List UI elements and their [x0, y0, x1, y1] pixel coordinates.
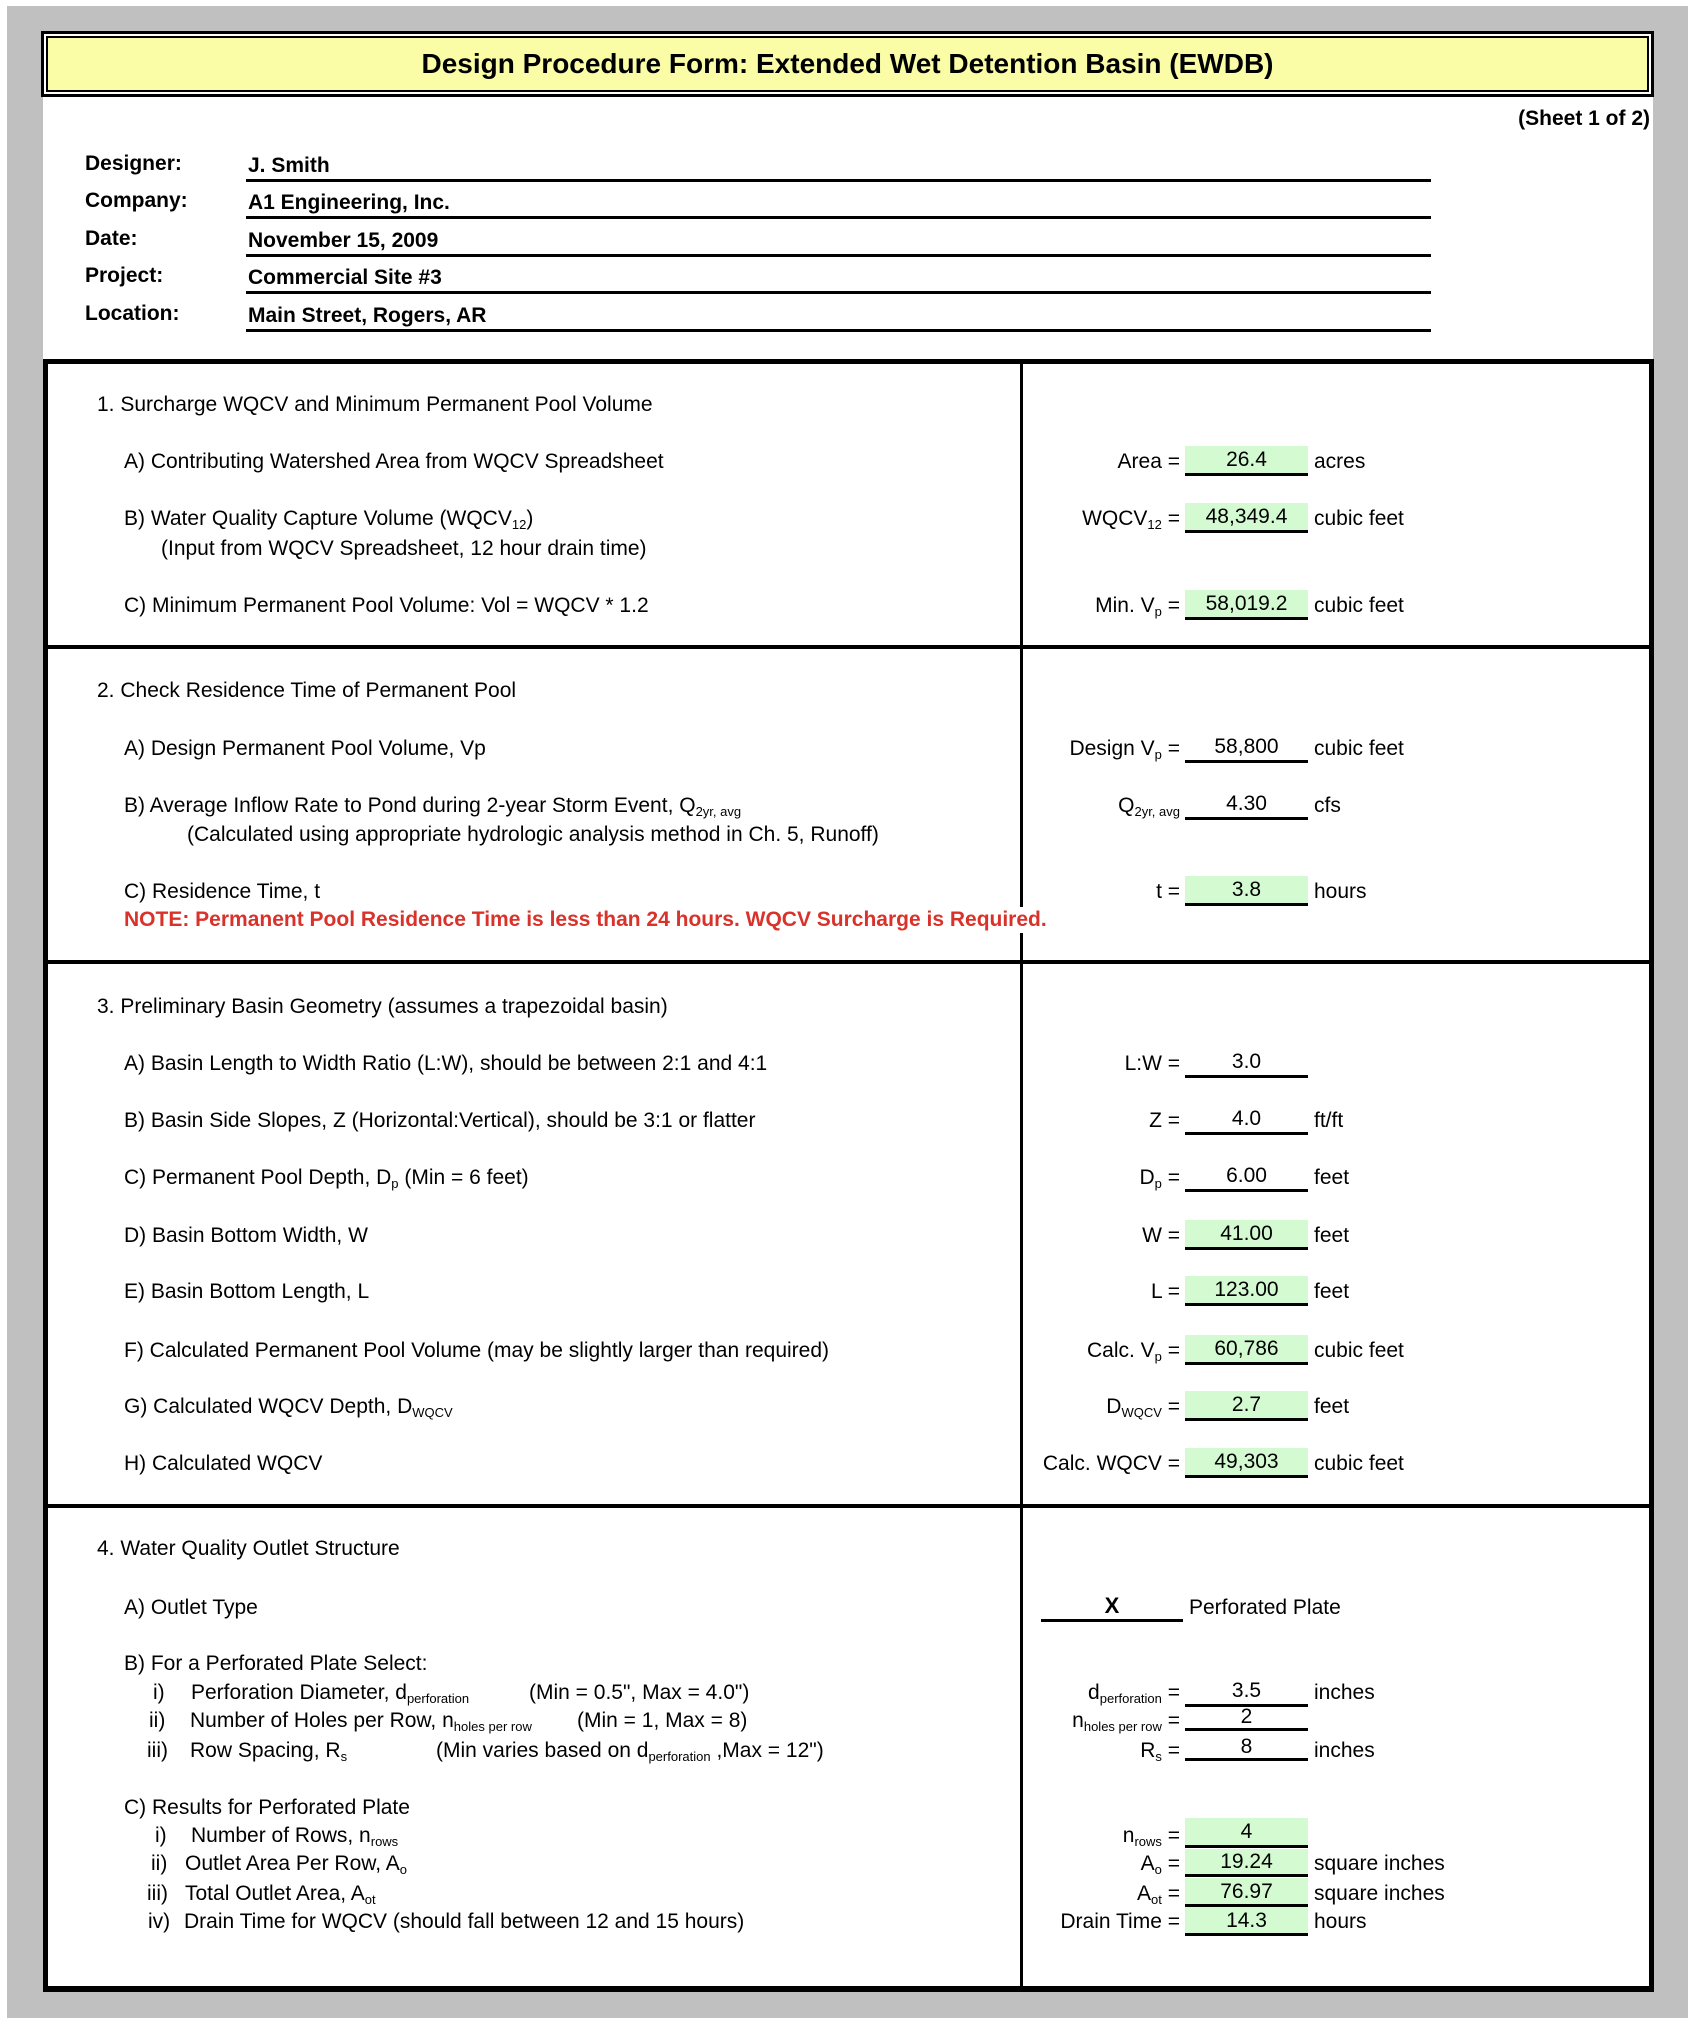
- row-spacing-unit: inches: [1314, 1739, 1375, 1762]
- total-outlet-area-unit: square inches: [1314, 1882, 1445, 1905]
- q2yr-label: $Q_{2yr, avg}$: [1118, 794, 1180, 819]
- area-value: 26.4: [1185, 446, 1308, 476]
- pool-depth-unit: feet: [1314, 1166, 1350, 1189]
- s3-g-text: G) Calculated WQCV Depth, $D_{WQCV}$: [124, 1395, 453, 1420]
- perforation-diameter-label: $d_{perforation}$ =: [1088, 1681, 1180, 1706]
- company-label: Company:: [85, 189, 188, 212]
- s4-b-i-num: i): [153, 1681, 165, 1704]
- s4-b-ii-range: (Min = 1, Max = 8): [577, 1709, 748, 1732]
- s3-e-text: E) Basin Bottom Length, L: [124, 1280, 370, 1303]
- s2-b-text: B) Average Inflow Rate to Pond during 2-year Storm Event, $Q_{2yr, avg}$: [124, 794, 742, 819]
- n-rows-value: 4: [1185, 1818, 1308, 1848]
- s3-f-text: F) Calculated Permanent Pool Volume (may be slightly larger than required): [124, 1339, 830, 1362]
- row-spacing-label: $R_s$ =: [1140, 1739, 1180, 1764]
- s4-c-i-text: Number of Rows, $n_{rows}$: [191, 1824, 399, 1849]
- section-1-heading: 1. Surcharge WQCV and Minimum Permanent Pool Volume: [97, 393, 653, 416]
- side-slope-label: Z =: [1149, 1109, 1180, 1132]
- total-outlet-area-value: 76.97: [1185, 1878, 1308, 1907]
- outlet-area-row-label: $A_o$ =: [1140, 1852, 1180, 1877]
- side-slope-unit: ft/ft: [1314, 1109, 1344, 1132]
- min-vp-unit: cubic feet: [1314, 594, 1404, 617]
- page-title: Design Procedure Form: Extended Wet Detention Basin (EWDB): [46, 36, 1649, 92]
- design-vp-label: Design $V_p$ =: [1069, 737, 1180, 762]
- section-3-heading: 3. Preliminary Basin Geometry (assumes a trapezoidal basin): [97, 995, 668, 1018]
- wqcv12-value: 48,349.4: [1185, 503, 1308, 533]
- s4-c-text: C) Results for Perforated Plate: [124, 1796, 410, 1819]
- q2yr-unit: cfs: [1314, 794, 1341, 817]
- min-vp-value: 58,019.2: [1185, 590, 1308, 620]
- company-field[interactable]: A1 Engineering, Inc.: [246, 191, 1431, 219]
- date-field[interactable]: November 15, 2009: [246, 229, 1431, 257]
- s4-c-ii-num: ii): [151, 1852, 168, 1875]
- outlet-area-row-value: 19.24: [1185, 1849, 1308, 1877]
- s3-a-text: A) Basin Length to Width Ratio (L:W), should be between 2:1 and 4:1: [124, 1052, 768, 1075]
- column-divider: [1020, 363, 1023, 1987]
- s3-h-text: H) Calculated WQCV: [124, 1452, 323, 1475]
- holes-per-row-input[interactable]: 2: [1185, 1705, 1308, 1731]
- section-4-heading: 4. Water Quality Outlet Structure: [97, 1537, 400, 1560]
- wqcv-depth-label: $D_{WQCV}$ =: [1106, 1395, 1180, 1420]
- designer-label: Designer:: [85, 152, 182, 175]
- residence-time-label: t =: [1156, 880, 1180, 903]
- perforation-diameter-unit: inches: [1314, 1681, 1375, 1704]
- q2yr-input[interactable]: 4.30: [1185, 790, 1308, 820]
- drain-time-unit: hours: [1314, 1910, 1367, 1933]
- wqcv12-unit: cubic feet: [1314, 507, 1404, 530]
- row-spacing-input[interactable]: 8: [1185, 1733, 1308, 1761]
- s4-c-iv-num: iv): [148, 1910, 171, 1933]
- s4-b-iii-num: iii): [147, 1739, 168, 1762]
- date-label: Date:: [85, 227, 138, 250]
- wqcv-depth-unit: feet: [1314, 1395, 1350, 1418]
- n-rows-label: $n_{rows}$ =: [1122, 1824, 1180, 1849]
- pool-depth-label: $D_p$ =: [1139, 1166, 1180, 1191]
- residence-time-value: 3.8: [1185, 876, 1308, 906]
- s4-c-i-num: i): [155, 1824, 167, 1847]
- bottom-width-unit: feet: [1314, 1224, 1350, 1247]
- s4-b-iii-range: (Min varies based on $d_{perforation}$ ,Max = 12"): [436, 1739, 824, 1764]
- section-2-heading: 2. Check Residence Time of Permanent Pool: [97, 679, 517, 702]
- s2-c-text: C) Residence Time, t: [124, 880, 321, 903]
- drain-time-value: 14.3: [1185, 1907, 1308, 1936]
- outlet-area-row-unit: square inches: [1314, 1852, 1445, 1875]
- surcharge-warning-note: NOTE: Permanent Pool Residence Time is less than 24 hours. WQCV Surcharge is Required.: [124, 908, 1047, 931]
- s4-c-iv-text: Drain Time for WQCV (should fall between 12 and 15 hours): [184, 1910, 745, 1933]
- s1-c-text: C) Minimum Permanent Pool Volume: Vol = WQCV * 1.2: [124, 594, 649, 617]
- s1-b-subtext: (Input from WQCV Spreadsheet, 12 hour drain time): [161, 537, 647, 560]
- design-vp-input[interactable]: 58,800: [1185, 733, 1308, 763]
- s4-b-ii-num: ii): [149, 1709, 166, 1732]
- frame-right: [1688, 0, 1694, 2018]
- bottom-length-value: 123.00: [1185, 1276, 1308, 1306]
- calc-vp-value: 60,786: [1185, 1335, 1308, 1365]
- area-label: Area =: [1117, 450, 1180, 473]
- total-outlet-area-label: $A_{ot}$ =: [1137, 1882, 1180, 1907]
- bottom-length-label: L =: [1151, 1280, 1180, 1303]
- frame-left: [0, 0, 7, 2018]
- perforation-diameter-input[interactable]: 3.5: [1185, 1677, 1308, 1707]
- s4-c-iii-text: Total Outlet Area, $A_{ot}$: [185, 1882, 376, 1907]
- title-banner: [41, 31, 1654, 97]
- project-field[interactable]: Commercial Site #3: [246, 266, 1431, 294]
- s2-a-text: A) Design Permanent Pool Volume, Vp: [124, 737, 486, 760]
- lw-ratio-label: L:W =: [1124, 1052, 1180, 1075]
- wqcv-depth-value: 2.7: [1185, 1391, 1308, 1421]
- residence-time-unit: hours: [1314, 880, 1367, 903]
- project-label: Project:: [85, 264, 164, 287]
- calc-vp-unit: cubic feet: [1314, 1339, 1404, 1362]
- section-divider: [43, 1504, 1654, 1508]
- bottom-length-unit: feet: [1314, 1280, 1350, 1303]
- outlet-type-option: Perforated Plate: [1189, 1596, 1341, 1619]
- location-label: Location:: [85, 302, 180, 325]
- area-unit: acres: [1314, 450, 1366, 473]
- s4-a-text: A) Outlet Type: [124, 1596, 258, 1619]
- lw-ratio-input[interactable]: 3.0: [1185, 1048, 1308, 1078]
- wqcv12-label: $WQCV_{12}$ =: [1082, 507, 1180, 532]
- pool-depth-input[interactable]: 6.00: [1185, 1162, 1308, 1192]
- s4-b-ii-text: Number of Holes per Row, $n_{holes per row}$: [190, 1709, 532, 1734]
- s4-c-ii-text: Outlet Area Per Row, $A_o$: [185, 1852, 408, 1877]
- calc-wqcv-unit: cubic feet: [1314, 1452, 1404, 1475]
- bottom-width-label: W =: [1142, 1224, 1180, 1247]
- s1-b-text: B) Water Quality Capture Volume $(WQCV_{12})$: [124, 507, 534, 532]
- s4-b-text: B) For a Perforated Plate Select:: [124, 1652, 428, 1675]
- s1-a-text: A) Contributing Watershed Area from WQCV Spreadsheet: [124, 450, 664, 473]
- s3-b-text: B) Basin Side Slopes, Z (Horizontal:Vertical), should be 3:1 or flatter: [124, 1109, 756, 1132]
- s3-d-text: D) Basin Bottom Width, W: [124, 1224, 368, 1247]
- calc-wqcv-value: 49,303: [1185, 1448, 1308, 1478]
- min-vp-label: Min. $V_p$ =: [1095, 594, 1180, 619]
- section-divider: [43, 960, 1654, 964]
- s2-b-subtext: (Calculated using appropriate hydrologic analysis method in Ch. 5, Runoff): [187, 823, 879, 846]
- section-divider: [43, 645, 1654, 649]
- design-vp-unit: cubic feet: [1314, 737, 1404, 760]
- s4-b-i-range: (Min = 0.5", Max = 4.0"): [529, 1681, 750, 1704]
- calc-wqcv-label: Calc. WQCV =: [1042, 1452, 1180, 1475]
- side-slope-input[interactable]: 4.0: [1185, 1105, 1308, 1135]
- location-field[interactable]: Main Street, Rogers, AR: [246, 304, 1431, 332]
- calc-vp-label: Calc. $V_p$ =: [1086, 1339, 1180, 1364]
- s4-b-iii-text: Row Spacing, $R_s$: [190, 1739, 348, 1764]
- sheet-label: (Sheet 1 of 2): [1518, 107, 1650, 130]
- outlet-type-selector[interactable]: X: [1041, 1592, 1183, 1622]
- drain-time-label: Drain Time =: [1060, 1910, 1180, 1933]
- bottom-width-value: 41.00: [1185, 1220, 1308, 1250]
- s3-c-text: C) Permanent Pool Depth, $D_p$ (Min = 6 feet): [124, 1166, 529, 1191]
- designer-field[interactable]: J. Smith: [246, 154, 1431, 182]
- holes-per-row-label: $n_{holes per row}$ =: [1072, 1709, 1180, 1734]
- s4-b-i-text: Perforation Diameter, $d_{perforation}$: [191, 1681, 470, 1706]
- frame-top: [0, 0, 1694, 6]
- s4-c-iii-num: iii): [147, 1882, 168, 1905]
